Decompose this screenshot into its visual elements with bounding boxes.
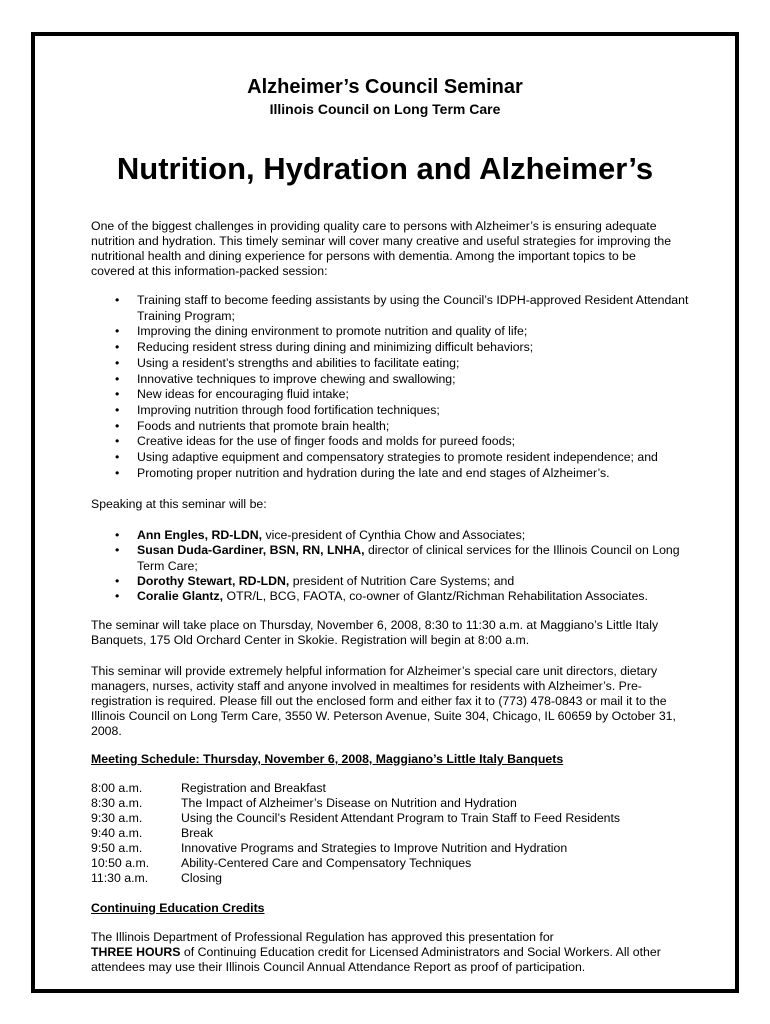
speaker-item <box>91 574 691 589</box>
speaker-name: Susan Duda-Gardiner, BSN, RN, LNHA, <box>137 543 365 558</box>
schedule-time: 11:30 a.m. <box>91 871 149 885</box>
intro-paragraph: One of the biggest challenges in providing quality care to persons with Alzheimer’s is ensuring adequate nutrition and hydration. This timely seminar will cover many creative and useful strategies for improving the nutritional health and dining experience for persons with dementia. Among the important topics to be covered at this information-packed session: <box>91 219 672 278</box>
schedule-table <box>91 781 620 886</box>
speaker-item <box>91 528 691 543</box>
speaker-desc: director of clinical services for the Illinois Council on Long Term Care; <box>137 543 680 573</box>
table-row <box>91 811 620 826</box>
table-row <box>91 871 620 886</box>
speaker-desc: vice-president of Cynthia Chow and Associates; <box>262 528 526 542</box>
list-item: • Improving the dining environment to promote nutrition and quality of life; <box>91 324 691 340</box>
speaker-name: Coralie Glantz, <box>137 589 224 604</box>
seminar-details: The seminar will take place on Thursday, November 6, 2008, 8:30 to 11:30 a.m. at Maggiano’s Little Italy Banquets, 175 Old Orchard Center in Skokie. Registration will begin at 8:00 a.m. <box>91 618 659 647</box>
schedule-time: 9:40 a.m. <box>91 826 143 840</box>
page-headline: Nutrition, Hydration and Alzheimer’s <box>116 151 654 186</box>
list-item: • New ideas for encouraging fluid intake; <box>91 387 691 403</box>
table-row <box>91 826 620 841</box>
list-item: • Innovative techniques to improve chewing and swallowing; <box>91 372 691 388</box>
speaker-name: Ann Engles, RD-LDN, <box>137 528 263 542</box>
speaker-desc: president of Nutrition Care Systems; and <box>289 573 515 588</box>
topics-list <box>91 293 691 481</box>
table-row <box>91 796 620 811</box>
schedule-time: 9:30 a.m. <box>91 811 143 825</box>
list-item: • Training staff to become feeding assistants by using the Council’s IDPH-approved Resident Attendant Training Program; <box>91 293 691 324</box>
credits-paragraph <box>91 930 681 975</box>
schedule-event: Ability-Centered Care and Compensatory Techniques <box>181 856 472 870</box>
schedule-event: Innovative Programs and Strategies to Improve Nutrition and Hydration <box>181 841 568 855</box>
list-item: • Improving nutrition through food fortification techniques; <box>91 403 691 419</box>
schedule-time: 8:00 a.m. <box>91 781 143 795</box>
speakers-list <box>91 528 691 604</box>
schedule-event: Closing <box>181 871 223 885</box>
schedule-event: Break <box>181 826 214 840</box>
credits-hours: THREE HOURS <box>91 945 181 959</box>
speaker-item <box>91 543 691 574</box>
credits-heading: Continuing Education Credits <box>91 901 265 915</box>
credits-rest: of Continuing Education credit for Licensed Administrators and Social Workers. All other attendees may use their Illinois Council Annual Attendance Report as proof of participation. <box>91 945 661 974</box>
schedule-time: 8:30 a.m. <box>91 796 143 810</box>
speaker-item <box>91 589 691 604</box>
credits-line1: The Illinois Department of Professional Regulation has approved this presentation for <box>91 930 554 944</box>
speakers-intro: Speaking at this seminar will be: <box>91 497 267 511</box>
schedule-event: The Impact of Alzheimer’s Disease on Nutrition and Hydration <box>181 796 517 810</box>
list-item: • Using a resident’s strengths and abilities to facilitate eating; <box>91 356 691 372</box>
schedule-event: Registration and Breakfast <box>181 781 326 795</box>
list-item: • Reducing resident stress during dining and minimizing difficult behaviors; <box>91 340 691 356</box>
list-item: • Foods and nutrients that promote brain health; <box>91 419 691 435</box>
list-item: • Creative ideas for the use of finger foods and molds for pureed foods; <box>91 434 691 450</box>
speaker-desc: OTR/L, BCG, FAOTA, co-owner of Glantz/Richman Rehabilitation Associates. <box>223 589 648 604</box>
table-row <box>91 781 620 796</box>
schedule-heading: Meeting Schedule: Thursday, November 6, 2008, Maggiano’s Little Italy Banquets <box>91 752 564 766</box>
list-item: • Promoting proper nutrition and hydration during the late and end stages of Alzheimer’s. <box>91 466 691 482</box>
table-row <box>91 841 620 856</box>
schedule-time: 9:50 a.m. <box>91 841 143 855</box>
seminar-title: Alzheimer’s Council Seminar <box>247 76 523 98</box>
schedule-time: 10:50 a.m. <box>91 856 150 870</box>
schedule-event: Using the Council’s Resident Attendant Program to Train Staff to Feed Residents <box>181 811 621 825</box>
seminar-registration-info: This seminar will provide extremely helpful information for Alzheimer’s special care unit directors, dietary managers, nurses, activity staff and anyone involved in mealtimes for residents with Alzheimer’s. Pre-registration is required. Please fill out the enclosed form and either fax it to (773) 478-0843 or mail it to the Illinois Council on Long Term Care, 3550 W. Peterson Avenue, Suite 304, Chicago, IL 60659 by October 31, 2008. <box>91 664 676 738</box>
speaker-name: Dorothy Stewart, RD-LDN, <box>137 573 290 588</box>
table-row <box>91 856 620 871</box>
list-item: • Using adaptive equipment and compensatory strategies to promote resident independence; and <box>91 450 691 466</box>
organizer-name: Illinois Council on Long Term Care <box>269 101 501 117</box>
